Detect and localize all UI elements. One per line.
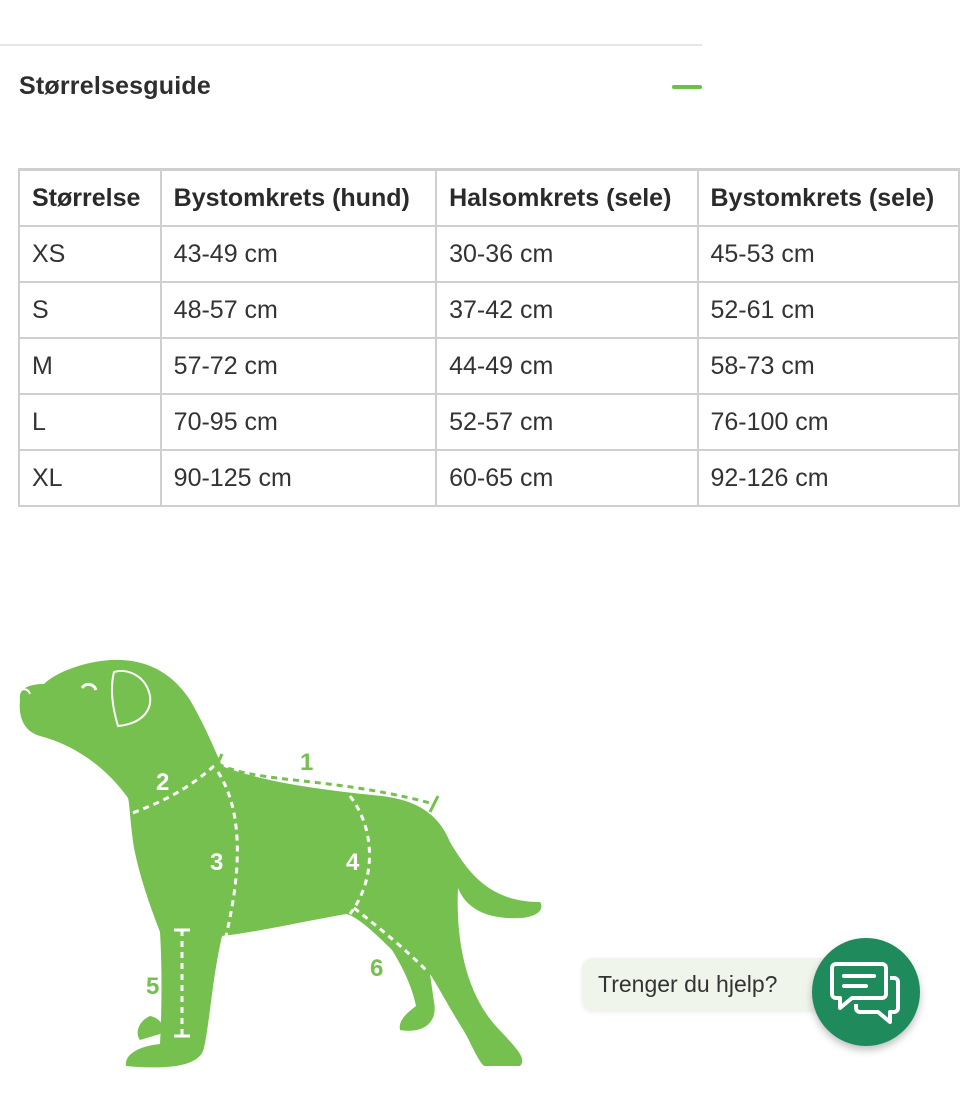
table-cell: XL [19,450,161,506]
measure-marker-5: 5 [146,973,160,1000]
table-row [19,282,959,338]
table-cell: 57-72 cm [161,338,436,394]
table-cell: 30-36 cm [436,226,697,282]
table-cell: 58-73 cm [698,338,960,394]
table-row [19,226,959,282]
column-header: Bystomkrets (sele) [698,170,960,227]
help-bubble[interactable] [582,958,842,1010]
measure-marker-4: 4 [346,849,360,876]
help-text: Trenger du hjelp? [598,971,778,997]
measure-marker-2: 2 [156,769,170,796]
size-guide-accordion-header[interactable] [0,46,702,130]
table-cell: 48-57 cm [161,282,436,338]
table-cell: 45-53 cm [698,226,960,282]
table-row [19,394,959,450]
table-cell: 43-49 cm [161,226,436,282]
column-header: Bystomkrets (hund) [161,170,436,227]
table-cell: M [19,338,161,394]
measure-marker-6: 6 [370,955,384,982]
chat-bubbles-icon [830,958,902,1026]
table-cell: 92-126 cm [698,450,960,506]
table-cell: S [19,282,161,338]
table-cell: 76-100 cm [698,394,960,450]
table-header-row [19,170,959,227]
table-cell: 44-49 cm [436,338,697,394]
table-cell: 70-95 cm [161,394,436,450]
accordion-title: Størrelsesguide [19,72,211,100]
table-cell: 52-61 cm [698,282,960,338]
table-cell: 52-57 cm [436,394,697,450]
table-cell: L [19,394,161,450]
table-cell: XS [19,226,161,282]
measure-marker-3: 3 [210,849,224,876]
table-cell: 37-42 cm [436,282,697,338]
size-table [18,168,960,507]
table-cell: 90-125 cm [161,450,436,506]
column-header: Størrelse [19,170,161,227]
measure-marker-1: 1 [300,749,314,776]
column-header: Halsomkrets (sele) [436,170,697,227]
table-row [19,338,959,394]
help-widget [582,938,927,1050]
table-row [19,450,959,506]
minus-icon[interactable] [664,76,704,100]
dog-measurement-illustration [0,640,560,1080]
chat-button[interactable] [812,938,920,1046]
table-cell: 60-65 cm [436,450,697,506]
